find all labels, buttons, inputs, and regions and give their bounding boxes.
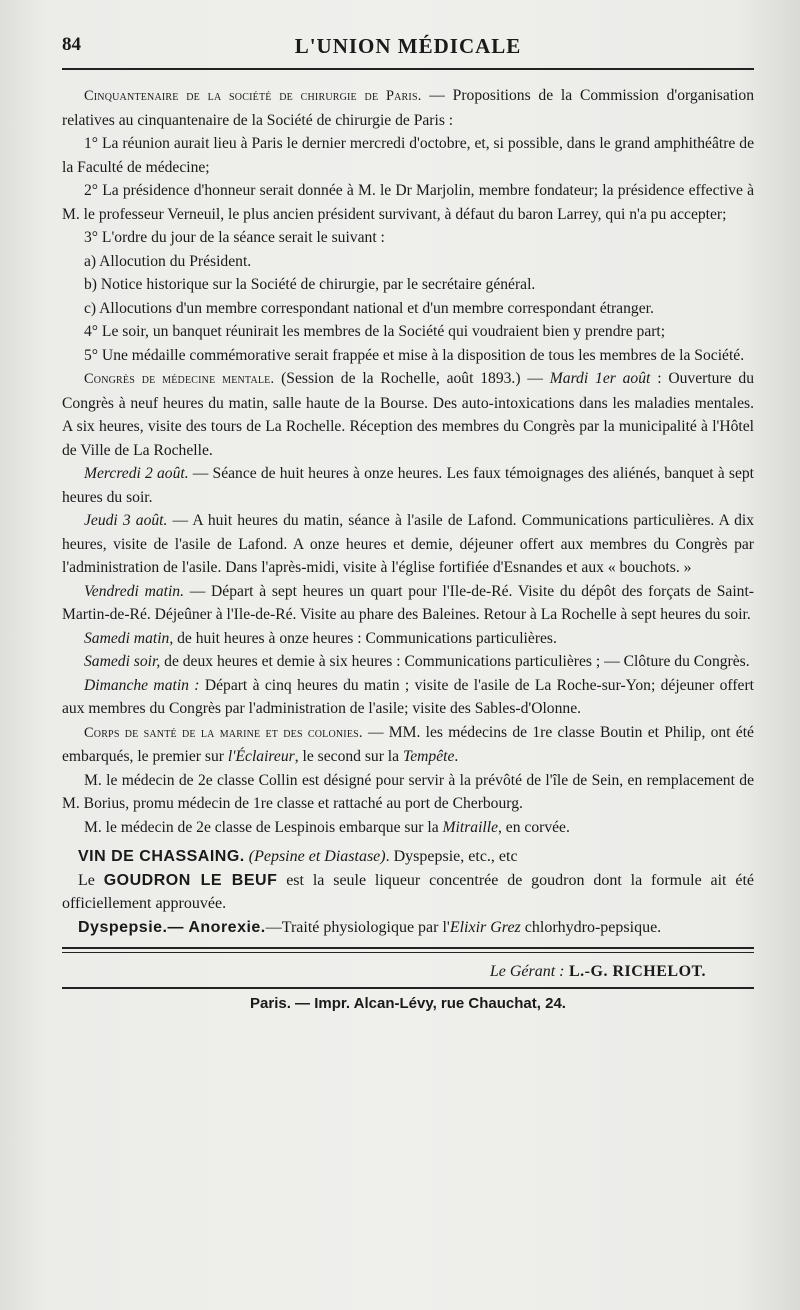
ship-name: Mitraille bbox=[442, 818, 498, 836]
paragraph-item-2: 2° La présidence d'honneur serait donnée à M. le Dr Marjolin, membre fondateur; la présidence effective à M. le professeur Verneuil, le plus ancien président survivant, à défaut du baron Larrey, qui n'a pu accepter; bbox=[62, 182, 754, 223]
paragraph-item-b: b) Notice historique sur la Société de chirurgie, par le secrétaire général. bbox=[84, 276, 536, 293]
ad-text: —Traité physiologique par l' bbox=[265, 918, 450, 936]
gerant-name: L.-G. RICHELOT. bbox=[564, 963, 706, 980]
day-label: Samedi soir, bbox=[84, 653, 161, 670]
paragraph-corps-de-sante bbox=[62, 721, 754, 769]
ad-heading: GOUDRON LE BEUF bbox=[103, 871, 278, 889]
paragraph-item-3: 3° L'ordre du jour de la séance serait le suivant : bbox=[84, 229, 385, 246]
ad-heading: Dyspepsie.— Anorexie. bbox=[78, 918, 266, 936]
paragraph-item-1: 1° La réunion aurait lieu à Paris le dernier mercredi d'octobre, et, si possible, dans le grand amphithéâtre de la Faculté de médecine; bbox=[62, 135, 754, 176]
ship-name: Tempête bbox=[402, 748, 455, 765]
paragraph-text: : Ouverture du Congrès à neuf heures du matin, salle haute de la Bourse. Des auto-intoxications dans les maladies mentales. A six heures, visite des tours de La Rochelle. Réception des membres du Congrès par la municipalité à l'Hôtel de Ville de La Rochelle. bbox=[62, 370, 754, 459]
paragraph-text: de huit heures à onze heures : Communications particulières. bbox=[173, 629, 557, 647]
ad-text: Le bbox=[78, 871, 104, 889]
section-heading: Congrès de médecine mentale. bbox=[84, 371, 275, 387]
paragraph-samedi-soir bbox=[62, 650, 754, 674]
ad-goudron bbox=[62, 869, 754, 916]
paragraph-item-4: 4° Le soir, un banquet réunirait les membres de la Société qui voudraient bien y prendre part; bbox=[84, 323, 666, 340]
paragraph-text: . bbox=[454, 748, 459, 765]
gerant-label: Le Gérant : bbox=[489, 963, 565, 980]
ad-elixir-grez bbox=[62, 916, 754, 940]
day-label: Mercredi 2 août. bbox=[84, 465, 189, 482]
article-body bbox=[62, 84, 754, 839]
header-rule bbox=[62, 68, 754, 70]
section-heading: Cinquantenaire de la société de chirurgie de Paris. bbox=[84, 88, 422, 104]
paragraph-samedi-matin bbox=[62, 627, 754, 651]
paragraph-text: — A huit heures du matin, séance à l'asile de Lafond. Communications particulières. A dix heures, visite de l'asile de Lafond. A onze heures et demie, déjeuner offert aux membres du Congrès par l'administration de l'asile. Dans l'après-midi, visite à l'église fortifiée d'Esnandes et aux « bouchots. » bbox=[62, 512, 755, 576]
paragraph-vendredi bbox=[62, 580, 754, 627]
ad-text: . Dyspepsie, etc., etc bbox=[385, 848, 518, 865]
ad-vin-chassaing bbox=[62, 845, 754, 869]
ship-name: l'Éclaireur bbox=[227, 748, 295, 765]
paragraph-text: — MM. les médecins de 1re classe Boutin et Philip, ont été embarqués, le premier sur bbox=[62, 723, 754, 765]
footer-double-rule bbox=[62, 947, 754, 953]
ad-heading: VIN DE CHASSAING. bbox=[78, 848, 245, 865]
day-label: Samedi matin, bbox=[84, 629, 174, 647]
paragraph-text: Départ à cinq heures du matin ; visite de l'asile de La Roche-sur-Yon; déjeuner offert aux membres du Congrès par l'administration de l'asile; visite des Sables-d'Olonne. bbox=[62, 676, 754, 717]
paragraph-item-c: c) Allocutions d'un membre correspondant national et d'un membre correspondant étranger. bbox=[84, 299, 654, 317]
rule-line bbox=[62, 952, 754, 953]
bottom-rule bbox=[62, 987, 754, 989]
paragraph-lespinois bbox=[62, 816, 754, 840]
page-number: 84 bbox=[62, 34, 81, 55]
paragraph-collin: M. le médecin de 2e classe Collin est désigné pour servir à la prévôté de l'île de Sein, en remplacement de M. Borius, promu médecin de 1re classe et rattaché au port de Cherbourg. bbox=[62, 771, 754, 812]
paragraph-text: — Départ à sept heures un quart pour l'Ile-de-Ré. Visite du dépôt des forçats de Saint-Martin-de-Ré. Déjeûner à l'Ile-de-Ré. Visite au phare des Baleines. Retour à La Rochelle à sept heures du soir. bbox=[62, 582, 754, 623]
section-heading: Corps de santé de la marine et des colonies. bbox=[84, 724, 363, 741]
paragraph-congres bbox=[62, 367, 754, 462]
running-title: L'UNION MÉDICALE bbox=[294, 34, 522, 58]
ad-text: est la seule liqueur concentrée de goudron dont la formule ait été officiellement approuvée. bbox=[62, 871, 754, 912]
paragraph-jeudi bbox=[62, 509, 754, 580]
rule-line bbox=[62, 947, 754, 949]
paragraph-text: (Session de la Rochelle, août 1893.) — bbox=[274, 370, 550, 387]
paragraph-text: , le second sur la bbox=[294, 748, 403, 765]
advertisements bbox=[62, 845, 754, 939]
day-label: Mardi 1er août bbox=[549, 370, 651, 387]
day-label: Dimanche matin : bbox=[84, 676, 200, 694]
paragraph-text: de deux heures et demie à six heures : Communications particulières ; — Clôture du Congrès. bbox=[160, 653, 750, 670]
paragraph-item-a: a) Allocution du Président. bbox=[84, 252, 252, 270]
ad-text: chlorhydro-pepsique. bbox=[520, 918, 662, 936]
day-label: Vendredi matin. bbox=[84, 582, 184, 600]
printer-imprint: Paris. — Impr. Alcan-Lévy, rue Chauchat, 24. bbox=[250, 995, 566, 1012]
paragraph-text: — Séance de huit heures à onze heures. Les faux témoignages des aliénés, banquet à sept heures du soir. bbox=[62, 465, 755, 506]
ad-subtitle: (Pepsine et Diastase) bbox=[244, 848, 386, 865]
paragraph-mercredi bbox=[62, 462, 754, 509]
paragraph-text: — Propositions de la Commission d'organisation relatives au cinquantenaire de la Société de chirurgie de Paris : bbox=[62, 87, 755, 129]
ad-product-name: Elixir Grez bbox=[449, 918, 521, 936]
page-header bbox=[62, 28, 754, 64]
paragraph-text: M. le médecin de 2e classe de Lespinois embarque sur la bbox=[84, 818, 443, 836]
paragraph-text: , en corvée. bbox=[498, 818, 570, 836]
gerant-signature bbox=[62, 963, 706, 981]
paragraph-item-5: 5° Une médaille commémorative serait frappée et mise à la disposition de tous les membres de la Société. bbox=[84, 346, 745, 364]
day-label: Jeudi 3 août. bbox=[84, 512, 168, 529]
paragraph-dimanche bbox=[62, 674, 754, 721]
paragraph-cinquantenaire bbox=[62, 84, 754, 132]
